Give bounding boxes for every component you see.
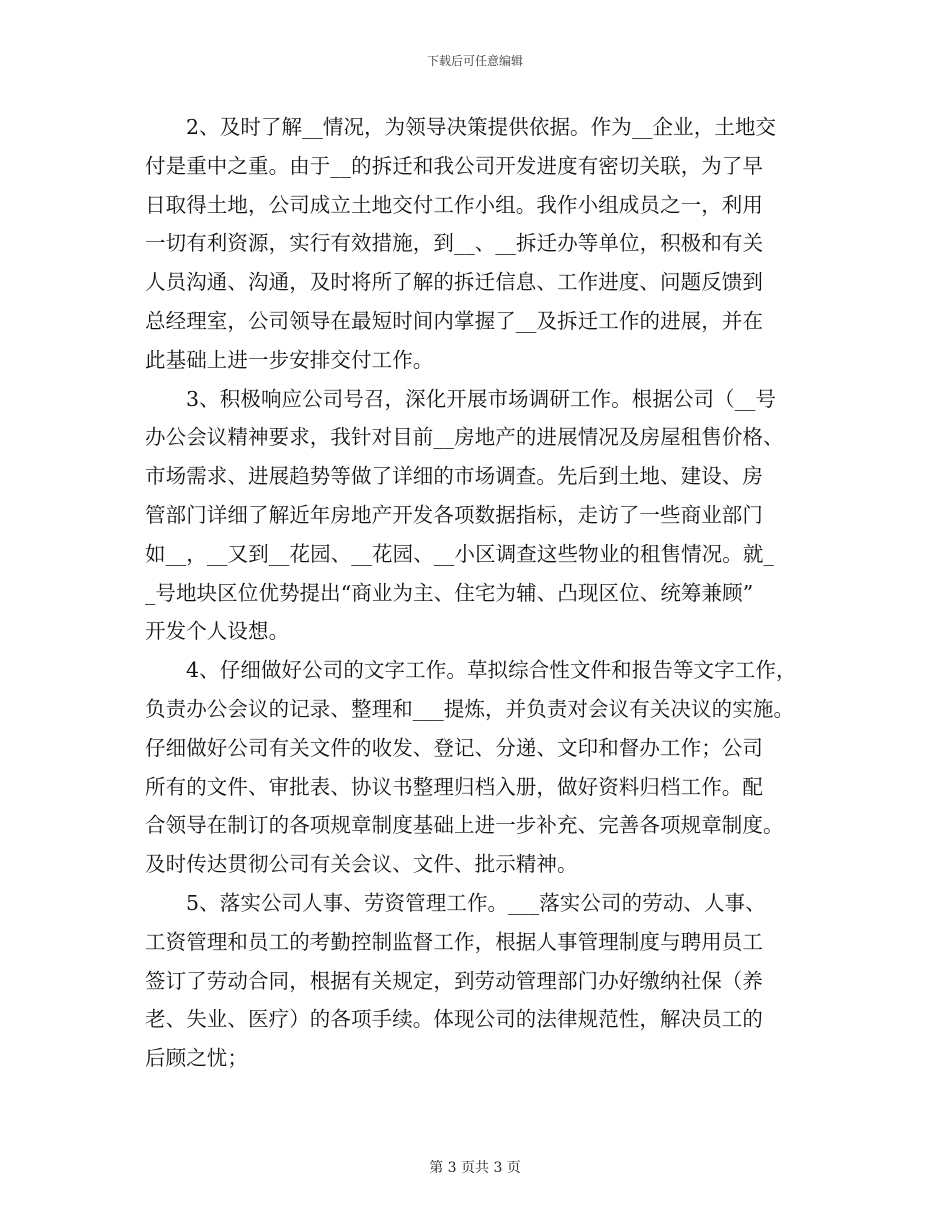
paragraph-line: 总经理室，公司领导在最短时间内掌握了__及拆迁工作的进展，并在 [145, 308, 764, 333]
paragraph-line: 开发个人设想。 [145, 619, 290, 644]
paragraph-line: 2、及时了解__情况，为领导决策提供依据。作为__企业，土地交 [186, 115, 777, 139]
paragraph-line: 3、积极响应公司号召，深化开展市场调研工作。根据公司（__号 [186, 386, 777, 411]
paragraph-line: 办公会议精神要求，我针对目前__房地产的进展情况及房屋租售价格、 [145, 425, 784, 450]
paragraph-line: 仔细做好公司有关文件的收发、登记、分递、文印和督办工作；公司 [145, 735, 763, 760]
paragraph-line: 所有的文件、审批表、协议书整理归档入册，做好资料归档工作。配 [145, 774, 763, 799]
paragraph-line: 及时传达贯彻公司有关会议、文件、批示精神。 [145, 852, 578, 877]
document-body [145, 108, 805, 1078]
paragraph-line: 管部门详细了解近年房地产开发各项数据指标，走访了一些商业部门 [145, 502, 763, 527]
paragraph-line: 负责办公会议的记录、整理和___提炼，并负责对会议有关决议的实施。 [145, 696, 795, 721]
paragraph-line: 签订了劳动合同，根据有关规定，到劳动管理部门办好缴纳社保（养 [145, 968, 763, 993]
paragraph-line: 4、仔细做好公司的文字工作。草拟综合性文件和报告等文字工作， [186, 658, 797, 683]
paragraph-line: 如__，__又到__花园、__花园、__小区调查这些物业的租售情况。就_ [145, 541, 774, 566]
page-number-footer: 第 3 页共 3 页 [429, 1160, 521, 1176]
paragraph-line: 后顾之忧； [145, 1046, 248, 1071]
paragraph-line: 合领导在制订的各项规章制度基础上进一步补充、完善各项规章制度。 [145, 813, 784, 838]
page-header: 下载后可任意编辑 [426, 54, 523, 68]
paragraph-line: 工资管理和员工的考勤控制监督工作，根据人事管理制度与聘用员工 [145, 929, 763, 954]
paragraph-line: 5、落实公司人事、劳资管理工作。___落实公司的劳动、人事、 [186, 890, 766, 915]
paragraph-line: _号地块区位优势提出“商业为主、住宅为辅、凸现区位、统筹兼顾” [145, 580, 754, 605]
paragraph-line: 日取得土地，公司成立土地交付工作小组。我作小组成员之一，利用 [145, 192, 763, 217]
paragraph-line: 付是重中之重。由于__的拆迁和我公司开发进度有密切关联，为了早 [145, 153, 764, 178]
paragraph-line: 一切有利资源，实行有效措施，到__、__拆迁办等单位，积极和有关 [145, 231, 764, 256]
paragraph-line: 人员沟通、沟通，及时将所了解的拆迁信息、工作进度、问题反馈到 [145, 270, 763, 295]
paragraph-line: 老、失业、医疗）的各项手续。体现公司的法律规范性，解决员工的 [145, 1007, 763, 1032]
paragraph-line: 此基础上进一步安排交付工作。 [145, 347, 434, 372]
paragraph-line: 市场需求、进展趋势等做了详细的市场调查。先后到土地、建设、房 [145, 464, 763, 489]
